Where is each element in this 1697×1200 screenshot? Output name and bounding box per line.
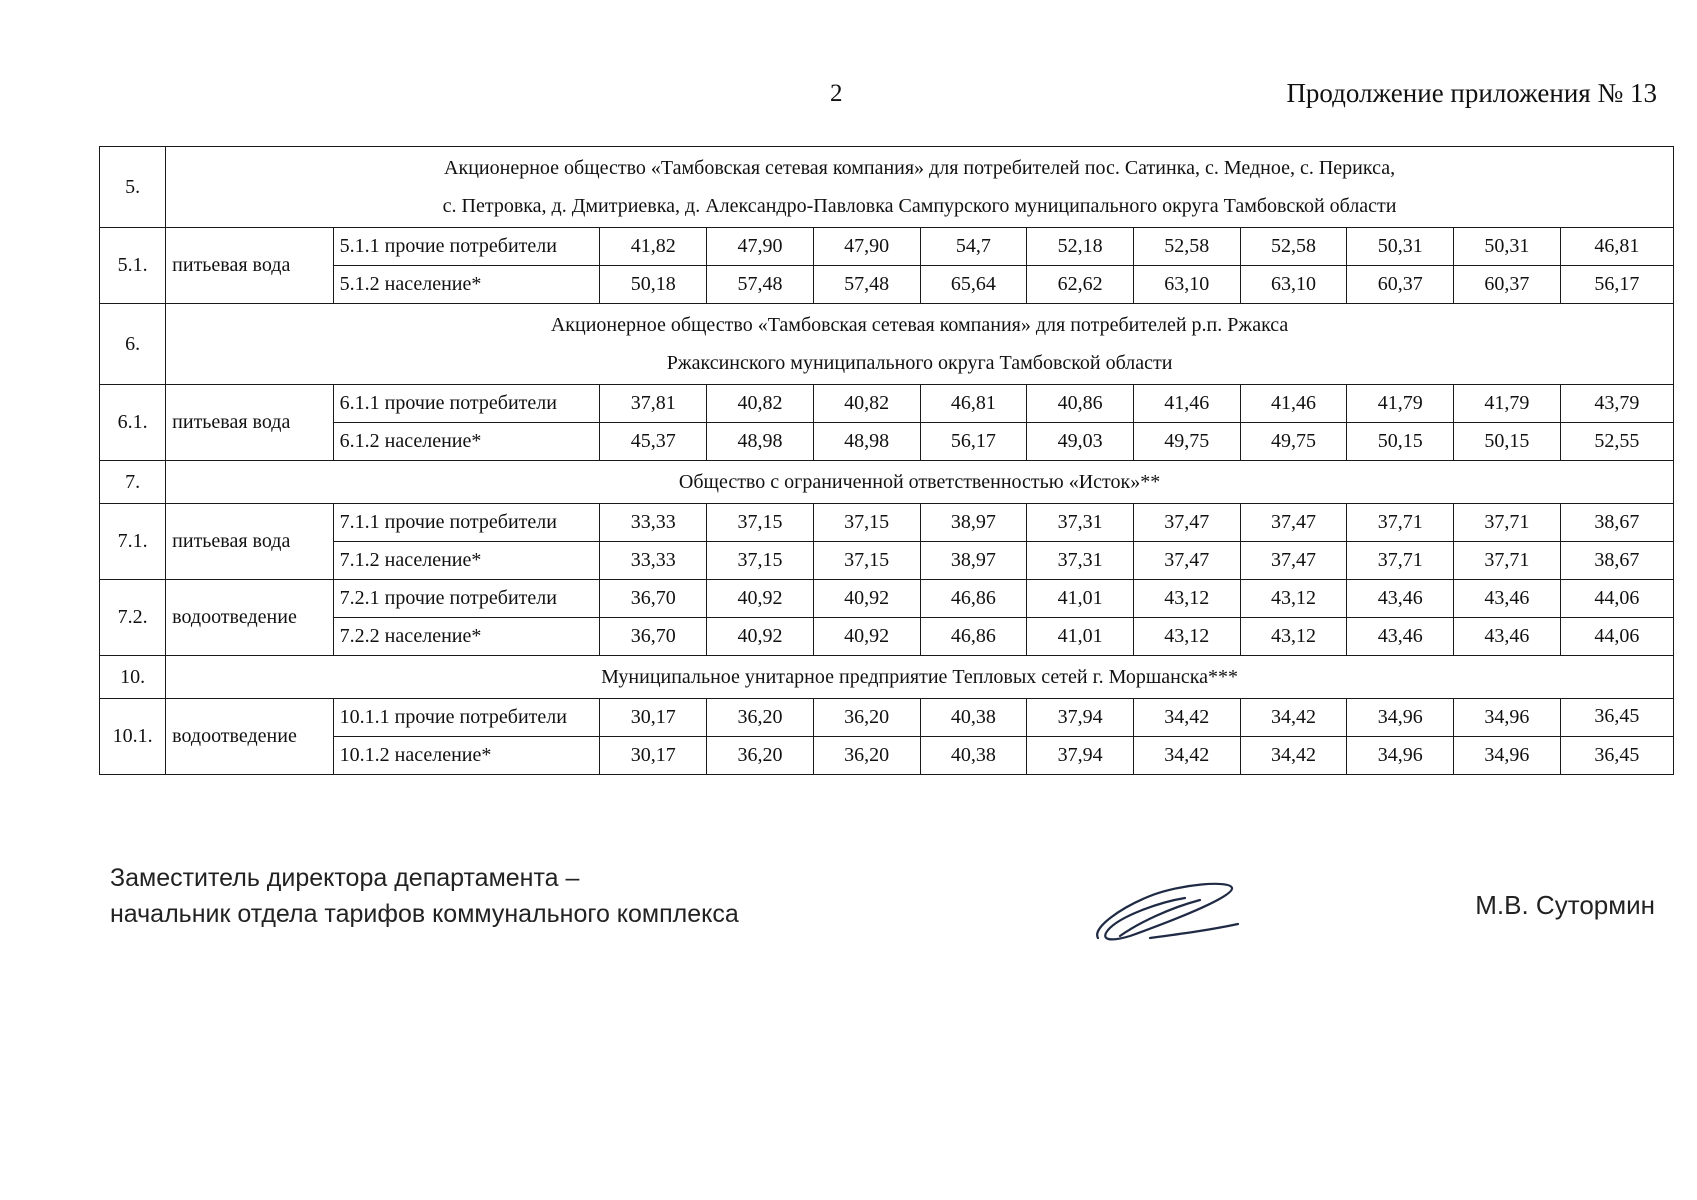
tariff-value: 46,86 xyxy=(920,618,1027,656)
tariff-value: 63,10 xyxy=(1133,266,1240,304)
tariff-value: 47,90 xyxy=(813,228,920,266)
handwritten-signature xyxy=(1090,878,1240,948)
tariff-value: 37,15 xyxy=(707,504,814,542)
tariff-value: 37,47 xyxy=(1240,542,1347,580)
section-header-row xyxy=(100,147,1674,228)
tariff-value: 57,48 xyxy=(707,266,814,304)
tariff-value: 50,15 xyxy=(1454,423,1561,461)
section-header-row xyxy=(100,304,1674,385)
tariff-value: 49,75 xyxy=(1240,423,1347,461)
section-number: 6. xyxy=(100,304,166,385)
tariff-value: 44,06 xyxy=(1560,618,1673,656)
tariff-value: 34,42 xyxy=(1240,699,1347,737)
tariff-value: 43,46 xyxy=(1347,580,1454,618)
tariff-value: 37,47 xyxy=(1240,504,1347,542)
consumer-category: 7.2.1 прочие потребители xyxy=(333,580,600,618)
section-number: 7. xyxy=(100,461,166,504)
tariff-value: 43,79 xyxy=(1560,385,1673,423)
tariff-value: 50,31 xyxy=(1347,228,1454,266)
tariff-value: 36,20 xyxy=(813,737,920,775)
tariff-value: 52,58 xyxy=(1133,228,1240,266)
tariff-value: 41,46 xyxy=(1133,385,1240,423)
tariff-value: 56,17 xyxy=(1560,266,1673,304)
tariff-value: 41,79 xyxy=(1347,385,1454,423)
tariff-value: 41,82 xyxy=(600,228,707,266)
tariff-value: 37,94 xyxy=(1027,737,1134,775)
tariff-value: 37,47 xyxy=(1133,542,1240,580)
tariff-value: 43,46 xyxy=(1454,618,1561,656)
tariff-value: 38,67 xyxy=(1560,542,1673,580)
tariff-value: 37,31 xyxy=(1027,504,1134,542)
organization-name xyxy=(166,304,1674,385)
organization-name xyxy=(166,656,1674,699)
tariff-value: 45,37 xyxy=(600,423,707,461)
tariff-value: 37,71 xyxy=(1454,542,1561,580)
tariff-value: 34,96 xyxy=(1454,699,1561,737)
tariff-value: 34,96 xyxy=(1347,737,1454,775)
tariff-value: 49,75 xyxy=(1133,423,1240,461)
tariff-value: 60,37 xyxy=(1347,266,1454,304)
tariff-value: 36,70 xyxy=(600,618,707,656)
consumer-category: 10.1.1 прочие потребители xyxy=(333,699,600,737)
consumer-category: 10.1.2 население* xyxy=(333,737,600,775)
page-number: 2 xyxy=(830,80,843,107)
tariff-value: 40,38 xyxy=(920,699,1027,737)
table-row xyxy=(100,699,1674,737)
tariff-value: 37,15 xyxy=(707,542,814,580)
tariff-value: 36,20 xyxy=(707,699,814,737)
tariff-value: 38,97 xyxy=(920,504,1027,542)
table-row xyxy=(100,504,1674,542)
tariff-value: 34,96 xyxy=(1347,699,1454,737)
tariff-value: 48,98 xyxy=(813,423,920,461)
table-row xyxy=(100,423,1674,461)
tariff-value: 62,62 xyxy=(1027,266,1134,304)
tariff-value: 52,55 xyxy=(1560,423,1673,461)
tariff-value: 37,71 xyxy=(1454,504,1561,542)
service-type: питьевая вода xyxy=(166,385,334,461)
tariff-value: 49,03 xyxy=(1027,423,1134,461)
section-number: 5. xyxy=(100,147,166,228)
tariff-value: 33,33 xyxy=(600,542,707,580)
tariff-value: 30,17 xyxy=(600,737,707,775)
table-row xyxy=(100,542,1674,580)
tariff-value: 44,06 xyxy=(1560,580,1673,618)
table-row xyxy=(100,266,1674,304)
tariff-value: 36,20 xyxy=(813,699,920,737)
subsection-number: 5.1. xyxy=(100,228,166,304)
tariff-value: 47,90 xyxy=(707,228,814,266)
tariff-value: 43,12 xyxy=(1240,618,1347,656)
tariff-value: 34,42 xyxy=(1133,699,1240,737)
tariff-value: 57,48 xyxy=(813,266,920,304)
signer-position-line-2: начальник отдела тарифов коммунального комплекса xyxy=(110,900,739,928)
signer-name: М.В. Сутормин xyxy=(1475,890,1655,920)
consumer-category: 6.1.1 прочие потребители xyxy=(333,385,600,423)
subsection-number: 7.1. xyxy=(100,504,166,580)
tariff-value: 46,86 xyxy=(920,580,1027,618)
tariff-value: 50,15 xyxy=(1347,423,1454,461)
tariff-value: 43,12 xyxy=(1133,618,1240,656)
organization-name-line: Муниципальное унитарное предприятие Тепловых сетей г. Моршанска*** xyxy=(601,666,1239,688)
subsection-number: 6.1. xyxy=(100,385,166,461)
section-number: 10. xyxy=(100,656,166,699)
tariff-value: 37,94 xyxy=(1027,699,1134,737)
tariff-value: 34,42 xyxy=(1133,737,1240,775)
tariff-value: 46,81 xyxy=(1560,228,1673,266)
subsection-number: 10.1. xyxy=(100,699,166,775)
tariff-value: 41,79 xyxy=(1454,385,1561,423)
tariff-value: 46,81 xyxy=(920,385,1027,423)
consumer-category: 5.1.1 прочие потребители xyxy=(333,228,600,266)
tariff-value: 37,47 xyxy=(1133,504,1240,542)
signer-position xyxy=(110,860,739,932)
tariff-value: 36,20 xyxy=(707,737,814,775)
organization-name xyxy=(166,461,1674,504)
tariff-value: 41,01 xyxy=(1027,580,1134,618)
tariff-value: 40,82 xyxy=(707,385,814,423)
table-row xyxy=(100,228,1674,266)
organization-name-line: с. Петровка, д. Дмитриевка, д. Александро-Павловка Сампурского муниципального округа Тамбовской области xyxy=(442,195,1397,217)
signer-position-line-1: Заместитель директора департамента – xyxy=(110,864,580,892)
tariff-value: 40,92 xyxy=(813,618,920,656)
consumer-category: 6.1.2 население* xyxy=(333,423,600,461)
tariff-value: 40,38 xyxy=(920,737,1027,775)
tariff-value: 48,98 xyxy=(707,423,814,461)
tariff-value: 50,18 xyxy=(600,266,707,304)
tariff-value: 33,33 xyxy=(600,504,707,542)
tariff-value: 43,46 xyxy=(1347,618,1454,656)
tariff-value: 34,96 xyxy=(1454,737,1561,775)
table-row xyxy=(100,580,1674,618)
tariff-value: 36,45 xyxy=(1560,737,1673,775)
tariff-value: 40,92 xyxy=(813,580,920,618)
tariff-value: 43,12 xyxy=(1133,580,1240,618)
tariff-value: 41,46 xyxy=(1240,385,1347,423)
table-row xyxy=(100,618,1674,656)
organization-name-line: Акционерное общество «Тамбовская сетевая компания» для потребителей р.п. Ржакса xyxy=(550,314,1289,336)
tariff-value: 52,58 xyxy=(1240,228,1347,266)
service-type: питьевая вода xyxy=(166,504,334,580)
service-type: водоотведение xyxy=(166,699,334,775)
organization-name-line: Ржаксинского муниципального округа Тамбовской области xyxy=(666,352,1173,374)
tariff-value: 50,31 xyxy=(1454,228,1561,266)
tariff-value: 54,7 xyxy=(920,228,1027,266)
tariff-value: 43,46 xyxy=(1454,580,1561,618)
tariff-value: 37,81 xyxy=(600,385,707,423)
service-type: водоотведение xyxy=(166,580,334,656)
organization-name xyxy=(166,147,1674,228)
tariff-value: 65,64 xyxy=(920,266,1027,304)
consumer-category: 7.2.2 население* xyxy=(333,618,600,656)
tariff-value: 52,18 xyxy=(1027,228,1134,266)
tariff-value: 36,70 xyxy=(600,580,707,618)
tariff-value: 37,31 xyxy=(1027,542,1134,580)
tariff-value: 40,92 xyxy=(707,580,814,618)
tariff-value: 37,15 xyxy=(813,542,920,580)
consumer-category: 5.1.2 население* xyxy=(333,266,600,304)
tariff-value: 63,10 xyxy=(1240,266,1347,304)
section-header-row xyxy=(100,461,1674,504)
tariff-value: 60,37 xyxy=(1454,266,1561,304)
service-type: питьевая вода xyxy=(166,228,334,304)
subsection-number: 7.2. xyxy=(100,580,166,656)
tariff-value: 38,97 xyxy=(920,542,1027,580)
tariff-value: 40,86 xyxy=(1027,385,1134,423)
consumer-category: 7.1.2 население* xyxy=(333,542,600,580)
tariff-value: 38,67 xyxy=(1560,504,1673,542)
consumer-category: 7.1.1 прочие потребители xyxy=(333,504,600,542)
section-header-row xyxy=(100,656,1674,699)
organization-name-line: Акционерное общество «Тамбовская сетевая компания» для потребителей пос. Сатинка, с. Медное, с. Перикса, xyxy=(444,157,1396,179)
tariff-table xyxy=(99,146,1674,775)
tariff-value: 37,71 xyxy=(1347,542,1454,580)
tariff-value: 40,92 xyxy=(707,618,814,656)
tariff-value: 43,12 xyxy=(1240,580,1347,618)
tariff-value: 37,71 xyxy=(1347,504,1454,542)
tariff-value: 37,15 xyxy=(813,504,920,542)
tariff-value: 34,42 xyxy=(1240,737,1347,775)
tariff-value: 30,17 xyxy=(600,699,707,737)
tariff-value: 36,45 xyxy=(1560,699,1673,737)
table-row xyxy=(100,385,1674,423)
annex-title: Продолжение приложения № 13 xyxy=(1286,78,1657,108)
tariff-value: 41,01 xyxy=(1027,618,1134,656)
tariff-value: 56,17 xyxy=(920,423,1027,461)
tariff-value: 40,82 xyxy=(813,385,920,423)
table-row xyxy=(100,737,1674,775)
organization-name-line: Общество с ограниченной ответственностью «Исток»** xyxy=(678,471,1161,493)
